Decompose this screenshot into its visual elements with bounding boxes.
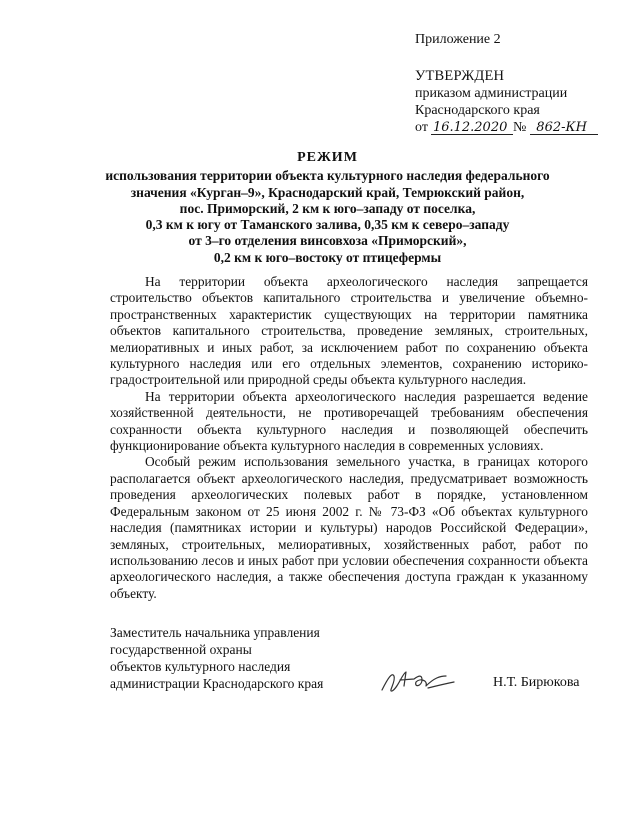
title-line: 0,3 км к югу от Таманского залива, 0,35 км к северо–западу bbox=[145, 217, 510, 233]
title-line: использования территории объекта культурного наследия федерального bbox=[105, 168, 550, 184]
position-line: Заместитель начальника управления bbox=[110, 625, 320, 640]
approval-stamp bbox=[415, 68, 598, 136]
handwritten-date: 16.12.2020 bbox=[431, 121, 513, 135]
title-line: от 3–го отделения винсовхоза «Приморский», bbox=[188, 233, 467, 249]
title-line: пос. Приморский, 2 км к юго–западу от поселка, bbox=[179, 200, 476, 216]
title-heading: РЕЖИМ bbox=[297, 150, 358, 165]
signatory-position bbox=[110, 624, 323, 692]
position-line: администрации Краснодарского края bbox=[110, 676, 324, 691]
handwritten-number: 862-КН bbox=[530, 121, 598, 135]
document-title bbox=[100, 150, 555, 266]
position-line: государственной охраны bbox=[110, 642, 252, 657]
signatory-name: Н.Т. Бирюкова bbox=[493, 675, 580, 690]
handwritten-signature bbox=[378, 664, 458, 698]
body-paragraph: На территории объекта археологического наследия запрещается строительство объектов капитального строительства и увеличение объемно-пространственных характеристик существующих на территории памятника объектов капитального строительства, проведение земляных, строительных, мелиоративных и иных работ, за исключением работ по сохранению объекта культурного наследия или его отдельных элементов, сохранению историко-градостроительной или природной среды объекта культурного наследия. bbox=[110, 274, 588, 388]
title-line: значения «Курган–9», Краснодарский край, Темрюкский район, bbox=[130, 184, 525, 200]
number-prefix: № bbox=[512, 120, 527, 135]
approved-by-line-2: Краснодарского края bbox=[415, 103, 540, 118]
appendix-label: Приложение 2 bbox=[415, 32, 501, 47]
approved-by-line-1: приказом администрации bbox=[415, 86, 568, 101]
approval-date-number-line bbox=[415, 119, 598, 136]
body-paragraph: На территории объекта археологического наследия разрешается ведение хозяйственной деятельности, не противоречащей требованиям обеспечения сохранности объекта культурного наследия и позволяющей обеспечить функционирование объекта культурного наследия в современных условиях. bbox=[110, 388, 588, 454]
approved-heading: УТВЕРЖДЕН bbox=[415, 68, 505, 84]
title-line: 0,2 км к юго–востоку от птицефермы bbox=[213, 249, 442, 265]
document-body bbox=[110, 274, 588, 602]
body-paragraph: Особый режим использования земельного участка, в границах которого располагается объект археологического наследия, предусматривает возможность проведения археологических полевых работ в порядке, установленном Федеральным законом от 25 июня 2002 г. № 73-ФЗ «Об объектах культурного наследия (памятниках истории и культуры) народов Российской Федерации», земляных, строительных, мелиоративных, хозяйственных работ, работ по использованию лесов и иных работ при условии обеспечения сохранности объекта археологического наследия, а также обеспечения доступа граждан к указанному объекту. bbox=[110, 454, 588, 601]
date-prefix: от bbox=[415, 120, 428, 135]
position-line: объектов культурного наследия bbox=[110, 659, 291, 674]
